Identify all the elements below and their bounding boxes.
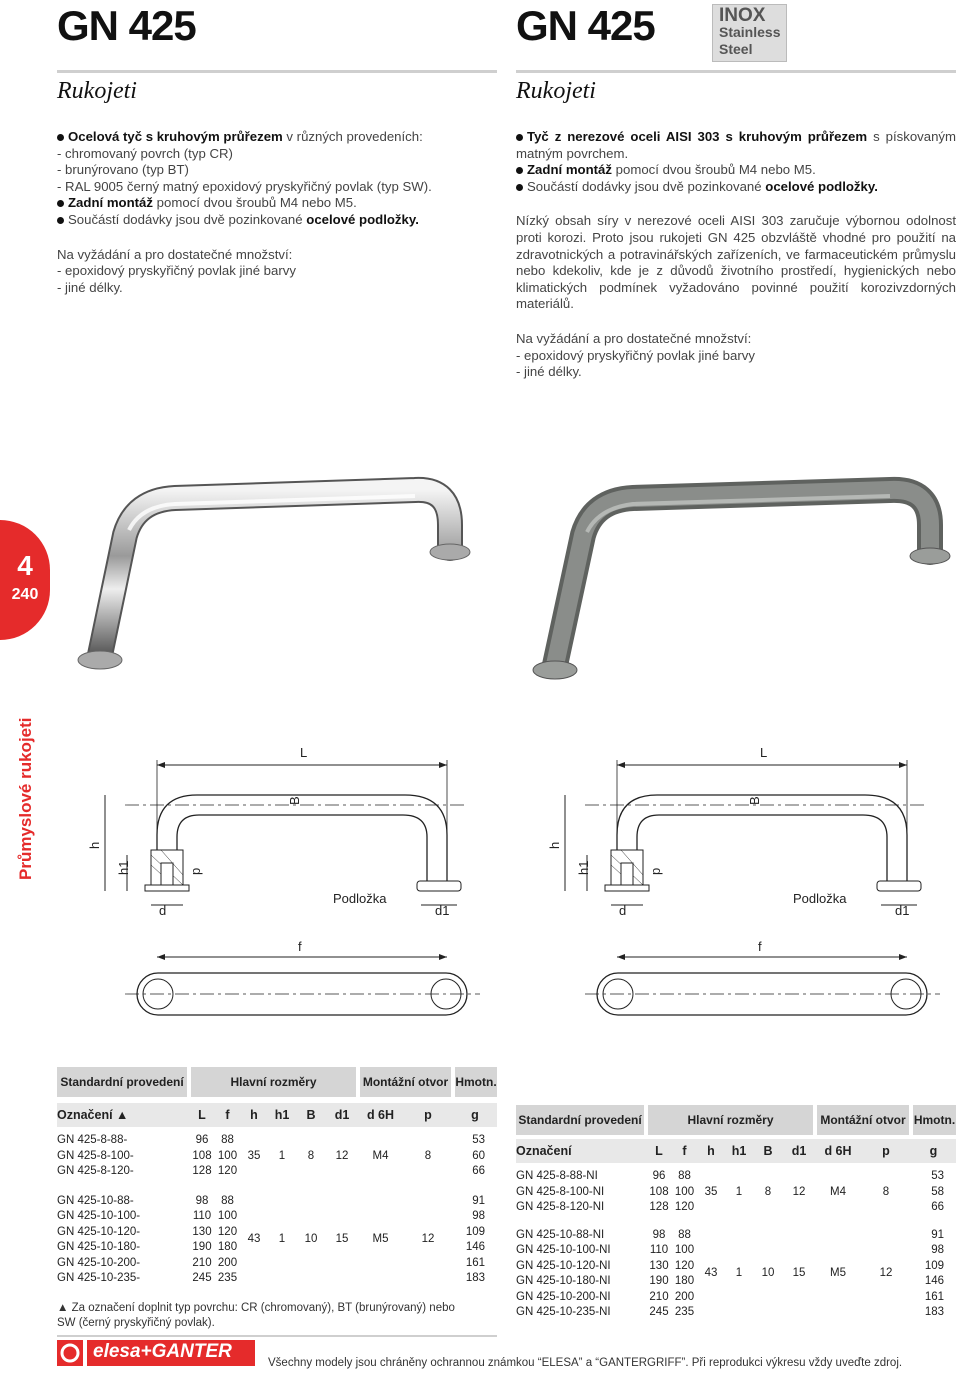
- cell-d1: 12: [792, 1185, 806, 1198]
- brand-name: elesa+GANTER: [93, 1341, 232, 1362]
- cell-g: 60: [472, 1149, 485, 1162]
- dim-d1-label: d1: [435, 903, 450, 918]
- cell-p: 12: [421, 1233, 435, 1246]
- right-model-title: GN 425: [516, 2, 655, 49]
- cell-h1: 1: [735, 1267, 743, 1280]
- col-header: h: [707, 1144, 715, 1158]
- cell-L: 245: [649, 1306, 669, 1318]
- cell-f: 88: [678, 1170, 691, 1182]
- technical-drawing-right: [545, 735, 955, 1035]
- dim-d1-label: d1: [895, 903, 910, 918]
- row-code: GN 425-10-120-: [57, 1225, 141, 1238]
- cell-f: 200: [217, 1256, 238, 1269]
- cell-h: 35: [247, 1149, 261, 1162]
- header-mount: Montážní otvor: [358, 1067, 453, 1097]
- right-description: [516, 129, 956, 381]
- cell-f: 120: [217, 1225, 238, 1238]
- brand-logo: [57, 1338, 257, 1368]
- cell-h1: 1: [735, 1185, 743, 1198]
- left-b1-rest: v různých provedeních:: [282, 129, 423, 144]
- inox-badge-line: Stainless: [719, 24, 781, 40]
- cell-f: 88: [678, 1228, 691, 1241]
- page-number: 240: [11, 586, 39, 603]
- cell-f: 120: [674, 1201, 695, 1213]
- row-code: GN 425-8-88-NI: [516, 1170, 598, 1182]
- washer-label: Podložka: [333, 891, 387, 906]
- cell-L: 190: [192, 1241, 212, 1253]
- cell-f: 100: [674, 1185, 695, 1198]
- right-b1-bold: Tyč z nerezové oceli AISI 303 s kruhovým průřezem: [527, 129, 868, 144]
- header-standard: Standardní provedení: [518, 1113, 642, 1127]
- cell-g: 183: [465, 1272, 485, 1284]
- row-code: GN 425-10-100-: [57, 1210, 141, 1222]
- dim-f-label: f: [298, 939, 302, 954]
- cell-g: 161: [924, 1290, 944, 1303]
- row-code: GN 425-10-235-: [57, 1272, 141, 1284]
- cell-g: 91: [931, 1228, 944, 1241]
- cell-d1: 15: [335, 1233, 349, 1246]
- cell-g: 91: [472, 1194, 485, 1207]
- right-b3-bold: ocelové podložky.: [765, 178, 878, 194]
- chrome-handle-photo: [55, 440, 495, 700]
- right-request-line: Na vyžádání a pro dostatečné množství:: [516, 330, 752, 346]
- cell-L: 128: [649, 1201, 669, 1213]
- col-header: d1: [334, 1108, 350, 1122]
- stainless-handle-photo: [505, 440, 955, 700]
- dim-h1-label: h1: [116, 860, 131, 875]
- left-b3-bold: ocelové podložky.: [306, 211, 419, 227]
- cell-f: 88: [221, 1134, 234, 1146]
- header-mount: Montážní otvor: [815, 1105, 911, 1135]
- cell-L: 190: [649, 1275, 669, 1287]
- bullet-dot-icon: [516, 184, 523, 191]
- right-b2-rest: pomocí dvou šroubů M4 nebo M5.: [612, 162, 816, 178]
- col-header: L: [655, 1144, 663, 1158]
- col-header: B: [306, 1108, 316, 1122]
- dim-d-label: d: [159, 903, 167, 918]
- table-left: [57, 1067, 497, 1337]
- inox-badge-line: INOX: [719, 5, 766, 26]
- cell-f: 100: [217, 1210, 238, 1222]
- left-b1-line: - brunýrovano (typ BT): [57, 162, 189, 178]
- cell-g: 98: [931, 1244, 944, 1256]
- cell-p: 12: [879, 1267, 893, 1280]
- left-bullet-1: [57, 129, 497, 146]
- cell-B: 10: [761, 1267, 775, 1280]
- left-description: [57, 129, 497, 296]
- row-code: GN 425-10-180-: [57, 1241, 141, 1253]
- cell-B: 8: [307, 1149, 315, 1162]
- dim-L-label: L: [760, 745, 768, 760]
- cell-f: 235: [674, 1306, 695, 1318]
- cell-g: 53: [472, 1134, 485, 1146]
- cell-d: M5: [830, 1267, 846, 1280]
- cell-f: 200: [674, 1290, 695, 1303]
- row-code: GN 425-8-88-: [57, 1134, 128, 1146]
- left-bullet-3: [57, 212, 497, 229]
- cell-f: 180: [674, 1275, 695, 1287]
- cell-g: 146: [465, 1241, 485, 1253]
- cell-L: 210: [649, 1290, 669, 1303]
- table-right: [516, 1105, 956, 1321]
- col-header: p: [424, 1108, 432, 1122]
- inox-badge-line: Steel: [719, 41, 753, 57]
- cell-f: 88: [221, 1194, 234, 1207]
- cell-h1: 1: [278, 1233, 286, 1246]
- cell-f: 120: [674, 1259, 695, 1272]
- cell-L: 98: [195, 1194, 209, 1207]
- right-request-line: - jiné délky.: [516, 364, 582, 380]
- row-code: GN 425-10-235-NI: [516, 1306, 611, 1318]
- cell-g: 183: [924, 1306, 944, 1318]
- row-code: GN 425-10-88-: [57, 1194, 134, 1207]
- col-header: Označení: [516, 1144, 572, 1158]
- row-code: GN 425-10-120-NI: [516, 1259, 611, 1272]
- row-code: GN 425-8-120-: [57, 1165, 134, 1177]
- technical-drawing-left: [85, 735, 495, 1035]
- dim-h-label: h: [87, 841, 102, 849]
- cell-h: 43: [704, 1267, 718, 1280]
- right-bullet-3: [516, 179, 956, 196]
- row-code: GN 425-10-100-NI: [516, 1244, 611, 1256]
- cell-L: 98: [652, 1228, 666, 1241]
- col-header: h1: [274, 1108, 290, 1122]
- dim-L-label: L: [300, 745, 308, 760]
- cell-B: 8: [764, 1185, 772, 1198]
- cell-f: 100: [674, 1244, 695, 1256]
- chapter-tab: [0, 520, 50, 640]
- cell-f: 100: [217, 1149, 238, 1162]
- header-weight: Hmotn.: [453, 1067, 497, 1097]
- row-code: GN 425-8-100-: [57, 1149, 134, 1162]
- cell-g: 58: [931, 1185, 944, 1198]
- row-code: GN 425-8-120-NI: [516, 1201, 605, 1213]
- right-bullet-2: [516, 162, 956, 179]
- right-b3-rest: Součástí dodávky jsou dvě pozinkované: [527, 178, 766, 194]
- cell-g: 146: [924, 1275, 944, 1287]
- cell-d1: 15: [792, 1267, 806, 1280]
- header-weight: Hmotn.: [911, 1105, 956, 1135]
- right-bullet-1: [516, 129, 956, 162]
- col-header: h: [250, 1108, 258, 1122]
- col-header: d 6H: [824, 1144, 852, 1158]
- col-header: g: [471, 1108, 479, 1122]
- dim-B-label: B: [747, 796, 762, 805]
- cell-L: 128: [192, 1165, 212, 1177]
- cell-h: 35: [704, 1185, 718, 1198]
- cell-B: 10: [304, 1233, 318, 1246]
- chapter-number: 4: [17, 550, 33, 581]
- cell-L: 130: [649, 1259, 669, 1272]
- cell-L: 108: [192, 1149, 212, 1162]
- right-b1-rest: s pískovaným matným povrchem.: [516, 129, 956, 161]
- washer-label: Podložka: [793, 891, 847, 906]
- inox-badge: [712, 4, 787, 62]
- left-bullet-2: [57, 195, 497, 212]
- col-header: p: [882, 1144, 890, 1158]
- row-code: GN 425-10-88-NI: [516, 1228, 605, 1241]
- col-header: Označení ▲: [57, 1108, 129, 1122]
- cell-L: 110: [192, 1210, 212, 1222]
- col-header: L: [198, 1108, 206, 1122]
- col-header: f: [225, 1108, 230, 1122]
- cell-f: 120: [217, 1165, 238, 1177]
- cell-L: 130: [192, 1225, 212, 1238]
- table-row: [57, 1194, 497, 1287]
- dim-p-label: p: [188, 867, 203, 875]
- chapter-title-vertical: Průmyslové rukojeti: [16, 717, 35, 880]
- left-request-line: Na vyžádání a pro dostatečné množství:: [57, 246, 293, 262]
- dim-h-label: h: [547, 841, 562, 849]
- cell-g: 109: [465, 1225, 485, 1238]
- bullet-dot-icon: [57, 200, 64, 207]
- cell-d: M4: [830, 1185, 846, 1198]
- left-request-line: - jiné délky.: [57, 279, 123, 295]
- left-b1-line: - chromovaný povrch (typ CR): [57, 145, 233, 161]
- table-row: [516, 1169, 956, 1216]
- dim-f-label: f: [758, 939, 762, 954]
- cell-f: 235: [217, 1272, 238, 1284]
- cell-g: 66: [472, 1165, 485, 1177]
- cell-f: 180: [217, 1241, 238, 1253]
- table-left-note: ▲ Za označení doplnit typ povrchu: CR (chromovaný), BT (brunýrovaný) nebo SW (černý pryskyřičný povlak).: [57, 1301, 455, 1329]
- left-b2-bold: Zadní montáž: [68, 195, 153, 211]
- cell-g: 161: [465, 1256, 485, 1269]
- header-main-dims: Hlavní rozměry: [189, 1067, 358, 1097]
- cell-L: 245: [192, 1272, 212, 1284]
- cell-L: 96: [652, 1170, 666, 1182]
- col-header: d1: [791, 1144, 807, 1158]
- left-model-title: GN 425: [57, 2, 196, 49]
- table-row: [57, 1133, 497, 1180]
- left-b1-line: - RAL 9005 černý matný epoxidový pryskyřičný povlak (typ SW).: [57, 178, 432, 194]
- cell-g: 53: [931, 1170, 944, 1182]
- col-header: g: [929, 1144, 938, 1158]
- bullet-dot-icon: [516, 134, 523, 141]
- footer-note: Všechny modely jsou chráněny ochrannou známkou “ELESA” a “GANTERGRIFF”. Při reprodukci výkresu vždy uveďte zdroj.: [268, 1357, 903, 1369]
- table-row: [516, 1228, 956, 1321]
- cell-g: 66: [931, 1201, 944, 1213]
- right-request-line: - epoxidový pryskyřičný povlak jiné barvy: [516, 347, 755, 363]
- col-header: d 6H: [366, 1108, 395, 1122]
- cell-g: 109: [924, 1259, 944, 1272]
- right-b2-bold: Zadní montáž: [527, 162, 612, 178]
- col-header: B: [763, 1144, 773, 1158]
- left-b2-rest: pomocí dvou šroubů M4 nebo M5.: [153, 195, 357, 211]
- dim-h1-label: h1: [576, 860, 591, 875]
- header-main-dims: Hlavní rozměry: [646, 1105, 815, 1135]
- left-request-line: - epoxidový pryskyřičný povlak jiné barvy: [57, 263, 296, 279]
- right-title-rule: [516, 70, 956, 73]
- bullet-dot-icon: [57, 134, 64, 141]
- cell-p: 8: [424, 1149, 432, 1162]
- dim-d-label: d: [619, 903, 627, 918]
- cell-g: 98: [472, 1210, 485, 1222]
- col-header: f: [682, 1144, 687, 1158]
- row-code: GN 425-10-180-NI: [516, 1275, 611, 1287]
- cell-L: 108: [649, 1185, 669, 1198]
- left-subtitle: Rukojeti: [57, 78, 137, 104]
- cell-d1: 12: [335, 1149, 349, 1162]
- cell-d: M4: [372, 1149, 389, 1162]
- table-left-bottom-rule: [57, 1335, 497, 1337]
- cell-h: 43: [247, 1233, 261, 1246]
- left-b1-bold: Ocelová tyč s kruhovým průřezem: [68, 129, 283, 144]
- cell-d: M5: [372, 1233, 389, 1246]
- right-paragraph: Nízký obsah síry v nerezové oceli AISI 303 zaručuje výbornou odolnost proti korozi. Proto jsou rukojeti GN 425 obzvláště vhodné pro použití na zdravotnických a potravinářských zařízeních, ve farmaceutickém průmyslu nebo kdekoliv, kde je z důvodů životního prostředí, hygienických nebo klimatických podmínek vyžadováno povinné použití korozivzdorných materiálů.: [516, 213, 956, 312]
- dim-p-label: p: [648, 867, 663, 875]
- row-code: GN 425-8-100-NI: [516, 1185, 605, 1198]
- bullet-dot-icon: [516, 167, 523, 174]
- cell-L: 110: [649, 1244, 669, 1256]
- col-header: h1: [731, 1144, 747, 1158]
- bullet-dot-icon: [57, 217, 64, 224]
- left-title-rule: [57, 70, 497, 73]
- cell-p: 8: [882, 1185, 890, 1198]
- dim-B-label: B: [287, 796, 302, 805]
- right-subtitle: Rukojeti: [516, 78, 596, 104]
- left-b3-rest: Součástí dodávky jsou dvě pozinkované: [68, 211, 307, 227]
- cell-L: 96: [195, 1134, 209, 1146]
- cell-h1: 1: [278, 1149, 286, 1162]
- cell-L: 210: [192, 1256, 212, 1269]
- row-code: GN 425-10-200-NI: [516, 1290, 611, 1303]
- header-standard: Standardní provedení: [60, 1075, 184, 1089]
- row-code: GN 425-10-200-: [57, 1256, 141, 1269]
